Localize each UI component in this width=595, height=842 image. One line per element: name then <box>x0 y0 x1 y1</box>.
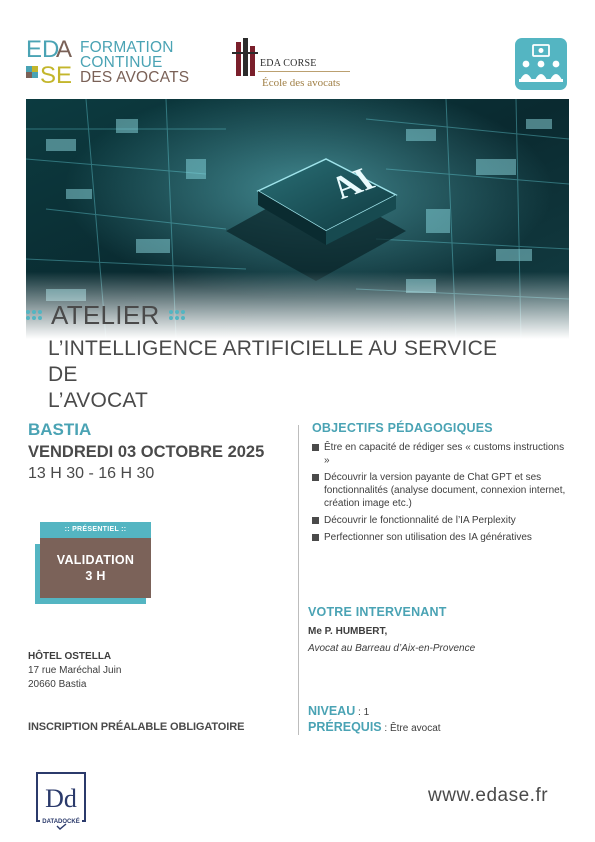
eda-divider <box>258 71 350 72</box>
logo-line-formation: FORMATION <box>80 39 174 56</box>
event-city: BASTIA <box>28 420 92 439</box>
speaker-name: Me P. HUMBERT, <box>308 626 388 637</box>
page-title: ATELIER <box>51 299 160 330</box>
logo-checker-square <box>26 66 38 78</box>
page-subtitle <box>48 336 528 414</box>
eda-corse-logo <box>228 36 354 96</box>
dots-left-icon <box>26 310 42 320</box>
prerequisites-value: : Être avocat <box>381 723 441 734</box>
objective-text: Être en capacité de rédiger ses « customs instructions » <box>324 442 565 466</box>
column-divider <box>298 425 299 735</box>
dots-right-icon <box>169 310 185 320</box>
training-group-icon <box>515 38 567 90</box>
eda-corse-name: EDA CORSE <box>260 58 317 69</box>
logo-letter-e: E <box>26 36 43 63</box>
datadock-letters: Dd <box>45 784 77 813</box>
bullet-square-icon <box>312 474 319 481</box>
objective-text: Découvrir le fonctionnalité de l’IA Perplexity <box>324 515 516 526</box>
objectives-title: OBJECTIFS PÉDAGOGIQUES <box>312 421 493 435</box>
datadock-logo <box>36 772 86 830</box>
bullet-square-icon <box>312 517 319 524</box>
logo-letter-d: D <box>42 36 60 63</box>
logo-letter-e2: E <box>56 62 73 89</box>
eda-school-name: École des avocats <box>262 77 341 89</box>
presentiel-tab: :: PRÉSENTIEL :: <box>40 522 151 538</box>
event-time: 13 H 30 - 16 H 30 <box>28 465 155 482</box>
title-row <box>26 300 185 330</box>
level-line <box>308 704 369 718</box>
website-link[interactable]: www.edase.fr <box>428 785 549 806</box>
level-label: NIVEAU <box>308 704 356 718</box>
objective-item <box>312 531 567 544</box>
validation-label: VALIDATION <box>56 553 135 567</box>
edase-logo <box>26 38 196 90</box>
datadock-label: DATADOCKÉ <box>42 819 80 825</box>
venue-city: 20660 Bastia <box>28 679 87 690</box>
venue-street: 17 rue Maréchal Juin <box>28 665 122 676</box>
venue-address <box>28 650 121 692</box>
logo-line-avocats: DES AVOCATS <box>80 69 190 86</box>
speaker-title: VOTRE INTERVENANT <box>308 605 447 619</box>
logo-letter-a: A <box>56 36 73 63</box>
logo-letter-s: S <box>40 62 57 89</box>
prerequisites-line <box>308 720 441 734</box>
prerequisites-label: PRÉREQUIS <box>308 720 382 734</box>
edase-logo-text <box>80 40 189 85</box>
objective-item <box>312 471 567 510</box>
event-date: VENDREDI 03 OCTOBRE 2025 <box>28 443 265 461</box>
edase-logo-mark <box>26 38 74 90</box>
objective-text: Perfectionner son utilisation des IA génératives <box>324 532 532 543</box>
venue-name: HÔTEL OSTELLA <box>28 651 112 662</box>
validation-hours: 3 H <box>85 569 106 583</box>
logo-line-continue: CONTINUE <box>80 54 163 71</box>
validation-badge <box>40 538 151 598</box>
eda-columns-icon <box>232 38 258 78</box>
speaker-role: Avocat au Barreau d’Aix-en-Provence <box>308 643 476 654</box>
subtitle-line-2: L’AVOCAT <box>48 389 149 412</box>
level-value: : 1 <box>355 707 370 718</box>
subtitle-line-1: L’INTELLIGENCE ARTIFICIELLE AU SERVICE DE <box>48 337 498 386</box>
bullet-square-icon <box>312 444 319 451</box>
objectives-list <box>312 441 567 548</box>
bullet-square-icon <box>312 534 319 541</box>
objective-item <box>312 514 567 527</box>
inscription-notice: INSCRIPTION PRÉALABLE OBLIGATOIRE <box>28 721 245 733</box>
objective-item <box>312 441 567 467</box>
objective-text: Découvrir la version payante de Chat GPT et ses fonctionnalités (analyse document, connexion internet, création image etc.) <box>324 472 566 509</box>
